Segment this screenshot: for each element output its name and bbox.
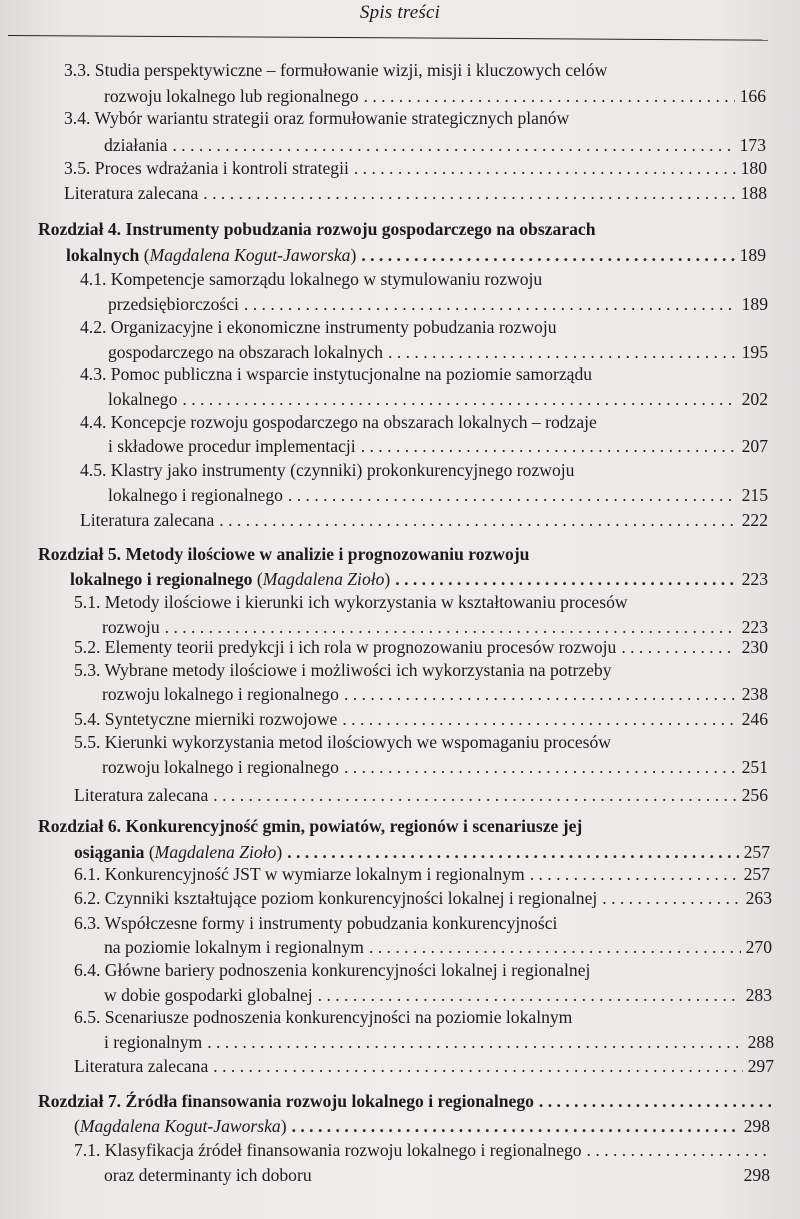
page-number: 222 [741,510,768,530]
toc-entry-text: lokalnego [108,389,178,409]
toc-entry-title [74,1053,208,1079]
toc-entry-6-5-b [104,1029,774,1055]
toc-entry-text: 4.3. Pomoc publiczna i wsparcie instytucjonalne na poziomie samorządu [80,364,593,384]
toc-entry-text: 5.4. Syntetyczne mierniki rozwojowe [74,709,338,729]
toc-entry-6-4-a [74,957,764,983]
toc-entry-4-5-a [80,457,764,483]
toc-entry-title: osiągania (Magdalena Zioło) [74,842,283,862]
toc-entry-title [74,861,525,887]
toc-entry-title [74,1004,572,1030]
toc-entry-text: 5.1. Metody ilościowe i kierunki ich wykorzystania w kształtowaniu procesów [74,592,628,612]
page-number: 215 [741,485,768,505]
toc-entry-title [74,782,208,808]
toc-entry-lit-5 [74,782,768,808]
toc-entry-title [64,57,607,83]
dot-leader [361,433,737,459]
page-number: 195 [741,342,768,362]
toc-entry-text: 6.3. Współczesne formy i instrumenty pobudzania konkurencyjności [74,913,558,933]
toc-entry-text: w dobie gospodarki globalnej [104,985,313,1005]
toc-entry-text: rozwoju lokalnego i regionalnego [102,757,339,777]
page-number: 223 [741,617,768,637]
toc-entry-title [74,957,590,983]
toc-entry-text: i składowe procedur implementacji [108,436,356,456]
toc-entry-6-3-a [74,910,764,936]
toc-entry-text: rozwoju lokalnego lub regionalnego [104,86,359,106]
toc-entry-title [38,1088,534,1114]
toc-entry-4-4-a [80,409,764,435]
toc-entry-text: 5.5. Kierunki wykorzystania metod ilościowych we wspomaganiu procesów [74,732,611,752]
toc-entry-text: 4.4. Koncepcje rozwoju gospodarczego na obszarach lokalnych – rodzaje [80,412,597,432]
page-number: 180 [740,158,767,178]
page-number: 298 [743,1116,770,1136]
toc-entry-title: lokalnego i regionalnego (Magdalena Zioło) [70,569,391,589]
dot-leader [602,885,740,911]
toc-entry-ch7-b [74,1113,770,1139]
toc-entry-text: 5.2. Elementy teorii predykcji i ich rola w prognozowaniu procesów rozwoju [74,637,617,657]
toc-entry-title [108,433,356,459]
dot-leader [213,782,736,808]
toc-entry-text: rozwoju [102,617,160,637]
toc-entry-title [104,1029,202,1055]
toc-entry-text: 3.3. Studia perspektywiczne – formułowanie wizji, misji i kluczowych celów [64,60,608,80]
toc-entry-title [80,409,597,435]
toc-entry-text: Rozdział 4. Instrumenty pobudzania rozwoju gospodarczego na obszarach [38,219,596,239]
page-number: 189 [739,245,766,265]
toc-entry-text: 5.3. Wybrane metody ilościowe i możliwości ich wykorzystania na potrzeby [74,660,612,680]
toc-entry-text: 7.1. Klasyfikacja źródeł finansowania rozwoju lokalnego i regionalnego [74,1140,582,1160]
dot-leader [203,180,735,206]
toc-entry-7-1-b [104,1162,770,1188]
dot-leader [292,1113,739,1139]
toc-entry-title [74,1137,582,1163]
dot-leader [344,754,737,780]
toc-entry-text: 6.5. Scenariusze podnoszenia konkurencyjności na poziomie lokalnym [74,1007,573,1027]
page-number: 202 [741,389,768,409]
toc-entry-title [64,180,198,206]
page-number: 246 [741,709,768,729]
toc-entry-text: lokalnego i regionalnego [108,485,283,505]
toc-entry-title: lokalnych (Magdalena Kogut-Jaworska) [66,245,357,265]
toc-entry-title [64,155,349,181]
toc-entry-5-5-b [102,754,768,780]
toc-entry-ch4-a [38,216,764,242]
dot-leader [213,1053,742,1079]
page-number: 166 [739,86,766,106]
toc-entry-3-4-a [64,105,764,131]
toc-entry-text: Literatura zalecana [80,510,215,530]
chapter-author: Magdalena Kogut-Jaworska [149,245,351,265]
toc-entry-3-5 [64,155,767,181]
toc-entry-text: Literatura zalecana [64,183,199,203]
toc-entry-ch7-a [38,1088,776,1114]
toc-entry-text: na poziomie lokalnym i regionalnym [104,937,364,957]
toc-entry-title [74,729,611,755]
toc-entry-4-5-b [108,482,768,508]
page-number: 207 [741,436,768,456]
page-number: 298 [743,1165,770,1185]
toc-entry-title [80,314,557,340]
toc-entry-text: Rozdział 7. Źródła finansowania rozwoju lokalnego i regionalnego [38,1091,534,1111]
page-number: 283 [745,985,772,1005]
toc-entry-text: 4.2. Organizacyjne i ekonomiczne instrumenty pobudzania rozwoju [80,317,557,337]
toc-entry-title [74,910,557,936]
toc-entry-title [74,885,597,911]
page-number: 173 [739,135,766,155]
page-number: 270 [745,937,772,957]
dot-leader [587,1137,771,1163]
toc-entry-text: oraz determinanty ich doboru [104,1165,312,1185]
toc-entry-4-3-a [80,361,764,387]
toc-entry-title [80,507,214,533]
toc-entry-3-3-a [64,57,764,83]
toc-entry-5-1-a [74,589,764,615]
toc-entry-4-2-a [80,314,764,340]
toc-entry-text: i regionalnym [104,1032,203,1052]
page-number: 257 [743,864,770,884]
toc-entry-text: Literatura zalecana [74,785,209,805]
dot-leader [288,482,737,508]
chapter-author: Magdalena Zioło [154,842,277,862]
dot-leader [539,1088,771,1114]
toc-entry-text: Rozdział 6. Konkurencyjność gmin, powiatów, regionów i scenariusze jej [38,816,583,836]
toc-entry-text: 4.1. Kompetencje samorządu lokalnego w stymulowaniu rozwoju [80,269,543,289]
page-number: 288 [747,1032,774,1052]
page-number: 257 [743,842,770,862]
page-number: 297 [747,1056,774,1076]
toc-entry-text: lokalnego i regionalnego [70,569,253,589]
dot-leader [207,1029,742,1055]
toc-entry-lit-4 [80,507,768,533]
toc-entry-title [80,457,574,483]
page-number: 238 [741,684,768,704]
toc-entry-text: rozwoju lokalnego i regionalnego [102,684,339,704]
toc-entry-text: 6.2. Czynniki kształtujące poziom konkurencyjności lokalnej i regionalnej [74,888,598,908]
toc-entry-lit-6 [74,1053,774,1079]
toc-entry-text: osiągania [74,842,145,862]
toc-entry-lit-3 [64,180,767,206]
toc-entry-7-1-a [74,1137,776,1163]
toc-entry-text: Literatura zalecana [74,1056,209,1076]
dot-leader [361,242,734,268]
toc-entry-title [38,541,529,567]
toc-entry-text: działania [104,135,168,155]
dot-leader [354,155,736,181]
toc-entry-title: (Magdalena Kogut-Jaworska) [74,1116,287,1136]
toc-entry-title [38,813,582,839]
toc-entry-title [38,216,596,242]
toc-entry-title [104,1162,312,1188]
toc-entry-text: 6.4. Główne bariery podnoszenia konkurencyjności lokalnej i regionalnej [74,960,591,980]
toc-entry-6-2 [74,885,772,911]
toc-entry-title [80,361,592,387]
toc-entry-5-3-b [102,681,768,707]
toc-entry-title [108,482,283,508]
page-number: 230 [741,637,768,657]
toc-entry-text: lokalnych [66,245,140,265]
toc-entry-text: przedsiębiorczości [108,294,239,314]
toc-entry-5-3-a [74,657,764,683]
dot-leader [219,507,736,533]
running-head: Spis treści [359,2,441,23]
toc-entry-text: 3.5. Proces wdrażania i kontroli strategii [64,158,349,178]
toc-entry-4-1-a [80,266,764,292]
toc-entry-ch4-b [66,242,766,268]
dot-leader [344,681,737,707]
toc-entry-title [80,266,542,292]
page-number: 189 [741,294,768,314]
toc-entry-6-1 [74,861,770,887]
chapter-author: Magdalena Kogut-Jaworska [79,1116,281,1136]
toc-entry-text: Rozdział 5. Metody ilościowe w analizie i prognozowaniu rozwoju [38,544,530,564]
page-number: 251 [741,757,768,777]
toc-entry-title [74,657,612,683]
toc-entry-title [74,589,628,615]
toc-entry-ch6-a [38,813,764,839]
page-number: 188 [740,183,767,203]
toc-entry-text: 6.1. Konkurencyjność JST w wymiarze lokalnym i regionalnym [74,864,525,884]
toc-entry-text: 3.4. Wybór wariantu strategii oraz formułowanie strategicznych planów [64,108,570,128]
dot-leader [530,861,739,887]
page-number: 263 [745,888,772,908]
toc-entry-4-4-b [108,433,768,459]
toc-entry-text: gospodarczego na obszarach lokalnych [108,342,384,362]
page-number: 223 [741,569,768,589]
chapter-author: Magdalena Zioło [262,569,385,589]
toc-entry-title [102,681,339,707]
toc-entry-6-5-a [74,1004,764,1030]
page-number: 256 [741,785,768,805]
toc-entry-text: 4.5. Klastry jako instrumenty (czynniki) prokonkurencyjnego rozwoju [80,460,575,480]
toc-entry-ch5-a [38,541,764,567]
toc-entry-5-5-a [74,729,764,755]
toc-entry-title [102,754,339,780]
toc-entry-title [64,105,569,131]
